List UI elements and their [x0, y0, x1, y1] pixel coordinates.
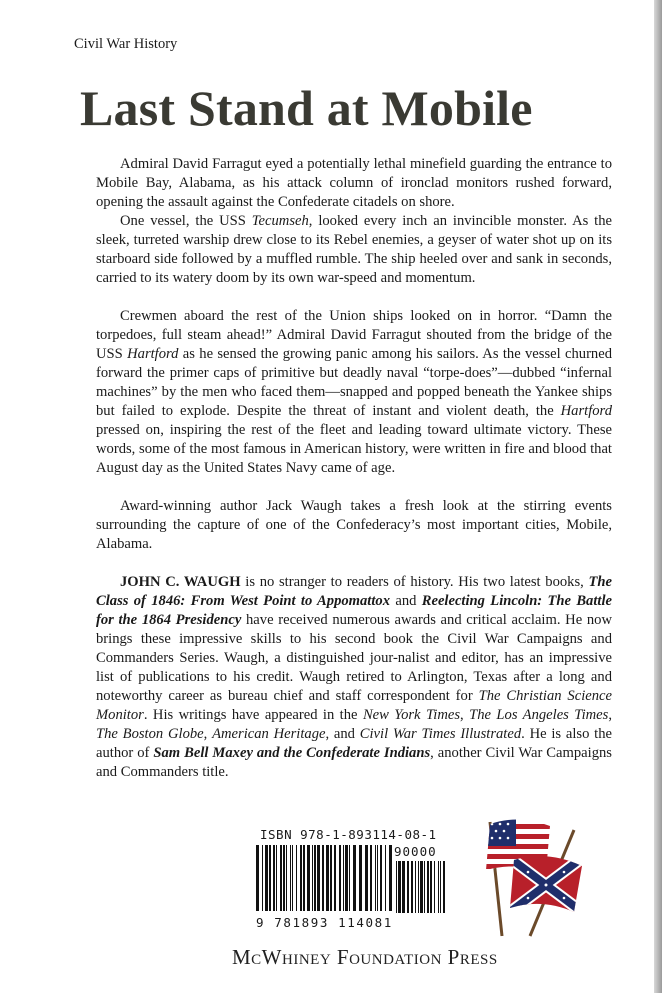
price-code: 90000	[394, 844, 437, 859]
bio-text: have received numerous awards and critical acclaim. He now brings these impressive skills to his second book the Civil War Campaigns and Commanders Series. Waugh, a distinguished jour-nalist and editor, has an impressive list of publications to his credit. Waugh retired to Arlington, Texas after a long and noteworthy career as bureau chief and staff correspondent for	[96, 612, 612, 704]
book-title-reference: Sam Bell Maxey and the Confederate Indians	[153, 745, 431, 761]
price-addon-bars-icon	[396, 861, 448, 913]
ean-barcode-bars-icon	[256, 845, 392, 911]
bio-text: ,	[460, 707, 470, 723]
bio-text: , and	[325, 726, 360, 742]
blurb-paragraph-2	[96, 212, 612, 288]
bio-text: . His writings have appeared in the	[143, 707, 363, 723]
bio-text: ,	[608, 707, 612, 723]
blurb-text: , looked every inch an invincible monster. As the sleek, turreted warship drew close to its Rebel enemies, a geyser of water shot up on its starboard side followed by a muffled rumble. The ship heeled over and sank in seconds, carried to its watery doom by its own war-speed and momentum.	[96, 213, 612, 286]
blurb-text: pressed on, inspiring the rest of the fleet and leading toward ultimate victory. These words, some of the most famous in American history, were written in fire and blood that August day as the United States Navy came of age.	[96, 422, 612, 476]
publication-name: The Christian Science Monitor	[96, 688, 612, 723]
bio-text: . He is also the author of	[96, 726, 612, 761]
author-bio	[96, 573, 612, 782]
ship-name: Hartford	[127, 346, 179, 362]
category-label: Civil War History	[74, 36, 178, 52]
ean-digits: 9 781893 114081	[256, 915, 393, 930]
blurb-paragraph-1: Admiral David Farragut eyed a potentially lethal minefield guarding the entrance to Mobile Bay, Alabama, as his attack column of ironclad monitors rushed forward, opening the assault against the Confederate citadels on shore.	[96, 156, 612, 210]
isbn-barcode	[254, 827, 450, 933]
bio-text: and	[390, 593, 422, 609]
publisher-name: McWhiney Foundation Press	[232, 945, 498, 969]
publication-name: The Boston Globe	[96, 726, 204, 742]
publication-name: New York Times	[362, 707, 461, 723]
bio-text: ,	[203, 726, 213, 742]
ship-name: Tecumseh	[251, 213, 309, 229]
publication-name: American Heritage	[212, 726, 326, 742]
crossed-flags-icon	[470, 812, 596, 940]
ship-name: Hartford	[560, 403, 612, 419]
page-edge-shadow	[654, 0, 662, 993]
blurb-text: Crewmen aboard the rest of the Union ships looked on in horror. “Damn the torpedoes, full steam ahead!” Admiral David Farragut shouted from the bridge of the USS	[96, 308, 612, 362]
book-title-reference: Reelecting Lincoln: The Battle for the 1864 Presidency	[96, 593, 612, 628]
blurb-paragraph-4: Award-winning author Jack Waugh takes a fresh look at the stirring events surrounding the capture of one of the Confederacy’s most important cities, Mobile, Alabama.	[96, 498, 612, 552]
author-name: JOHN C. WAUGH	[120, 574, 241, 590]
blurb-text: One vessel, the USS	[120, 213, 252, 229]
blurb-text: as he sensed the growing panic among his sailors. As the vessel churned forward the primer caps of primitive but deadly naval “torpe-does”—dubbed “infernal machines” by the men who faced them—snapped and popped beneath the Yankee ships but failed to explode. Despite the threat of instant and violent death, the	[96, 346, 612, 419]
publication-name: Civil War Times Illustrated	[359, 726, 522, 742]
book-title-reference: The Class of 1846: From West Point to Appomattox	[96, 574, 612, 609]
blurb-paragraph-3	[96, 307, 612, 478]
publication-name: The Los Angeles Times	[469, 707, 609, 723]
bio-text: is no stranger to readers of history. His two latest books,	[240, 574, 589, 590]
book-title: Last Stand at Mobile	[80, 80, 533, 136]
isbn-label: ISBN 978-1-893114-08-1	[260, 827, 437, 842]
bio-text: , another Civil War Campaigns and Commanders title.	[96, 745, 612, 780]
